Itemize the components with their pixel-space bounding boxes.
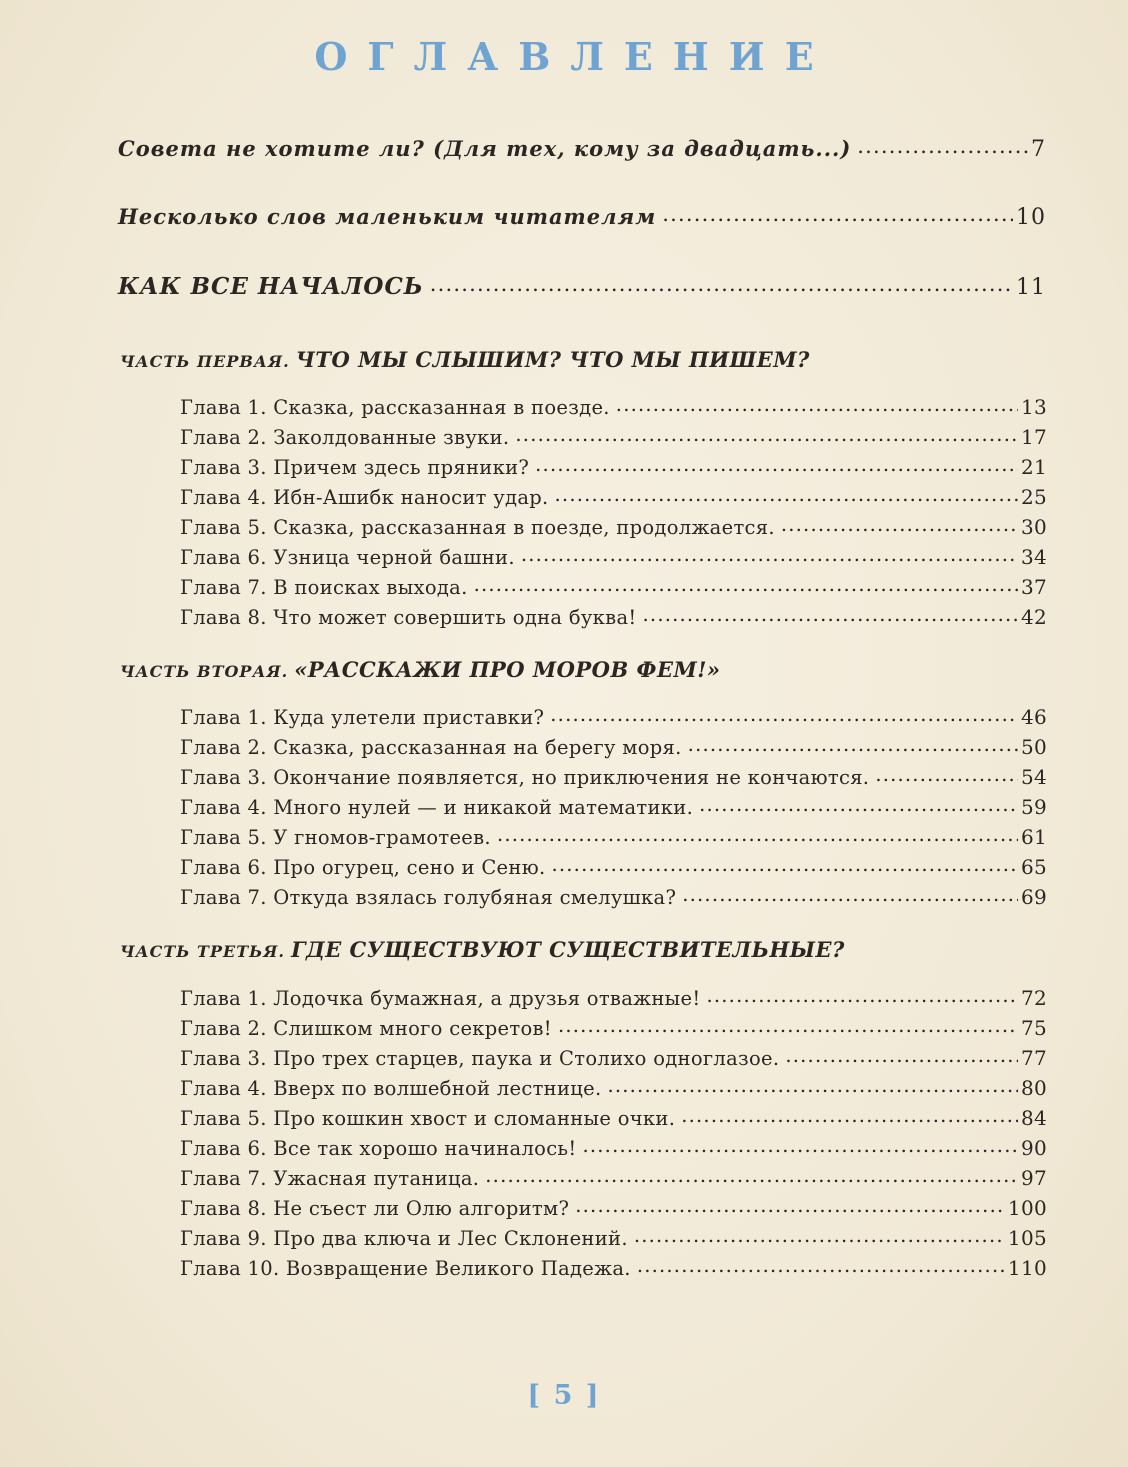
chapter-row [180,1135,1047,1160]
chapter-page: 30 [1020,514,1047,539]
chapter-page: 65 [1020,854,1047,879]
chapter-row [180,1195,1047,1220]
chapter-row [180,424,1047,449]
leader-dots [699,794,1018,814]
leader-dots [535,454,1018,474]
chapter-page: 17 [1020,424,1047,449]
chapter-label: Глава 8. Что может совершить одна буква! [180,605,637,629]
page-number: [ 5 ] [527,1380,601,1411]
part-heading-1 [120,347,810,372]
chapter-row [180,764,1047,789]
part-heading-3 [120,937,845,962]
chapter-page: 69 [1020,884,1047,909]
chapter-page: 42 [1020,604,1047,629]
chapter-label: Глава 1. Лодочка бумажная, а друзья отважные! [180,986,701,1010]
chapter-label: Глава 9. Про два ключа и Лес Склонений. [180,1226,628,1250]
chapter-page: 100 [1007,1195,1047,1220]
leader-dots [607,1075,1017,1095]
entry-page: 11 [1016,275,1046,300]
chapter-row [180,1105,1047,1130]
chapter-row [180,574,1047,599]
part-prefix: ЧАСТЬ ВТОРАЯ. [120,662,289,681]
leader-dots [558,1015,1018,1035]
leader-dots [616,394,1018,414]
chapter-row [180,854,1047,879]
part-title: ЧТО МЫ СЛЫШИМ? ЧТО МЫ ПИШЕМ? [295,347,810,372]
entry-label: КАК ВСЕ НАЧАЛОСЬ [118,273,424,300]
chapter-label: Глава 7. В поисках выхода. [180,575,468,599]
chapter-label: Глава 2. Сказка, рассказанная на берегу моря. [180,735,682,759]
chapter-page: 25 [1020,484,1047,509]
leader-dots [430,273,1013,294]
chapter-page: 61 [1020,824,1047,849]
leader-dots [662,203,1013,224]
leader-dots [575,1195,1005,1215]
leader-dots [857,135,1028,156]
leader-dots [551,854,1017,874]
leader-dots [521,544,1018,564]
chapter-page: 77 [1020,1045,1047,1070]
chapter-row [180,1225,1047,1250]
leader-dots [681,1105,1018,1125]
chapter-row [180,1255,1047,1280]
toc-entry-beginning [118,273,1046,300]
leader-dots [582,1135,1017,1155]
chapter-row [180,394,1047,419]
chapter-label: Глава 4. Вверх по волшебной лестнице. [180,1076,602,1100]
part-prefix: ЧАСТЬ ТРЕТЬЯ. [120,942,285,961]
chapter-page: 110 [1007,1255,1047,1280]
chapter-row [180,794,1047,819]
chapter-row [180,454,1047,479]
toc-entry-readers [118,203,1046,230]
leader-dots [497,824,1018,844]
leader-dots [515,424,1018,444]
chapter-row [180,544,1047,569]
chapter-label: Глава 3. Окончание появляется, но приключения не кончаются. [180,765,870,789]
chapter-row [180,1015,1047,1040]
leader-dots [474,574,1018,594]
chapter-label: Глава 6. Про огурец, сено и Сеню. [180,855,546,879]
chapter-page: 21 [1020,454,1047,479]
chapter-page: 75 [1020,1015,1047,1040]
chapter-page: 34 [1020,544,1047,569]
entry-label: Несколько слов маленьким читателям [118,204,657,229]
entry-page: 7 [1031,137,1046,162]
chapter-label: Глава 6. Узница черной башни. [180,545,515,569]
chapter-label: Глава 4. Ибн-Ашибк наносит удар. [180,485,549,509]
chapter-row [180,514,1047,539]
chapter-label: Глава 1. Куда улетели приставки? [180,705,545,729]
chapter-label: Глава 10. Возвращение Великого Падежа. [180,1256,631,1280]
chapter-page: 46 [1020,704,1047,729]
chapter-row [180,484,1047,509]
chapter-label: Глава 6. Все так хорошо начиналось! [180,1136,577,1160]
chapter-label: Глава 5. Сказка, рассказанная в поезде, продолжается. [180,515,775,539]
chapter-row [180,734,1047,759]
leader-dots [637,1255,1005,1275]
chapter-label: Глава 7. Ужасная путаница. [180,1166,480,1190]
chapter-label: Глава 8. Не съест ли Олю алгоритм? [180,1196,570,1220]
part-prefix: ЧАСТЬ ПЕРВАЯ. [120,352,290,371]
chapter-label: Глава 5. Про кошкин хвост и сломанные очки. [180,1106,676,1130]
chapter-page: 50 [1020,734,1047,759]
toc-entry-advice [118,135,1046,162]
part-title: «РАССКАЖИ ПРО МОРОВ ФЕМ!» [294,657,721,682]
chapter-label: Глава 4. Много нулей — и никакой математики. [180,795,694,819]
leader-dots [688,734,1018,754]
chapter-page: 54 [1020,764,1047,789]
chapter-label: Глава 1. Сказка, рассказанная в поезде. [180,395,610,419]
page-title: ОГЛАВЛЕНИЕ [314,34,834,79]
part-heading-2 [120,657,721,682]
leader-dots [706,985,1017,1005]
chapter-page: 13 [1020,394,1047,419]
part-title: ГДЕ СУЩЕСТВУЮТ СУЩЕСТВИТЕЛЬНЫЕ? [291,937,845,962]
leader-dots [785,1045,1018,1065]
leader-dots [643,604,1018,624]
chapter-page: 84 [1020,1105,1047,1130]
chapter-page: 59 [1020,794,1047,819]
chapter-row [180,704,1047,729]
leader-dots [875,764,1018,784]
entry-label: Совета не хотите ли? (Для тех, кому за двадцать...) [118,136,852,161]
leader-dots [555,484,1018,504]
leader-dots [781,514,1018,534]
leader-dots [634,1225,1005,1245]
leader-dots [550,704,1018,724]
chapter-row [180,1075,1047,1100]
leader-dots [682,884,1018,904]
chapter-row [180,884,1047,909]
chapter-page: 97 [1020,1165,1047,1190]
chapter-label: Глава 2. Заколдованные звуки. [180,425,510,449]
chapter-page: 90 [1020,1135,1047,1160]
leader-dots [485,1165,1018,1185]
chapter-label: Глава 2. Слишком много секретов! [180,1016,552,1040]
chapter-row [180,985,1047,1010]
chapter-label: Глава 3. Про трех старцев, паука и Столихо одноглазое. [180,1046,780,1070]
chapter-page: 80 [1020,1075,1047,1100]
chapter-label: Глава 3. Причем здесь пряники? [180,455,530,479]
chapter-page: 72 [1020,985,1047,1010]
chapter-label: Глава 7. Откуда взялась голубяная смелушка? [180,885,677,909]
chapter-row [180,1165,1047,1190]
entry-page: 10 [1016,205,1046,230]
chapter-row [180,824,1047,849]
chapter-page: 105 [1007,1225,1047,1250]
chapter-label: Глава 5. У гномов-грамотеев. [180,825,491,849]
chapter-row [180,604,1047,629]
chapter-page: 37 [1020,574,1047,599]
chapter-row [180,1045,1047,1070]
